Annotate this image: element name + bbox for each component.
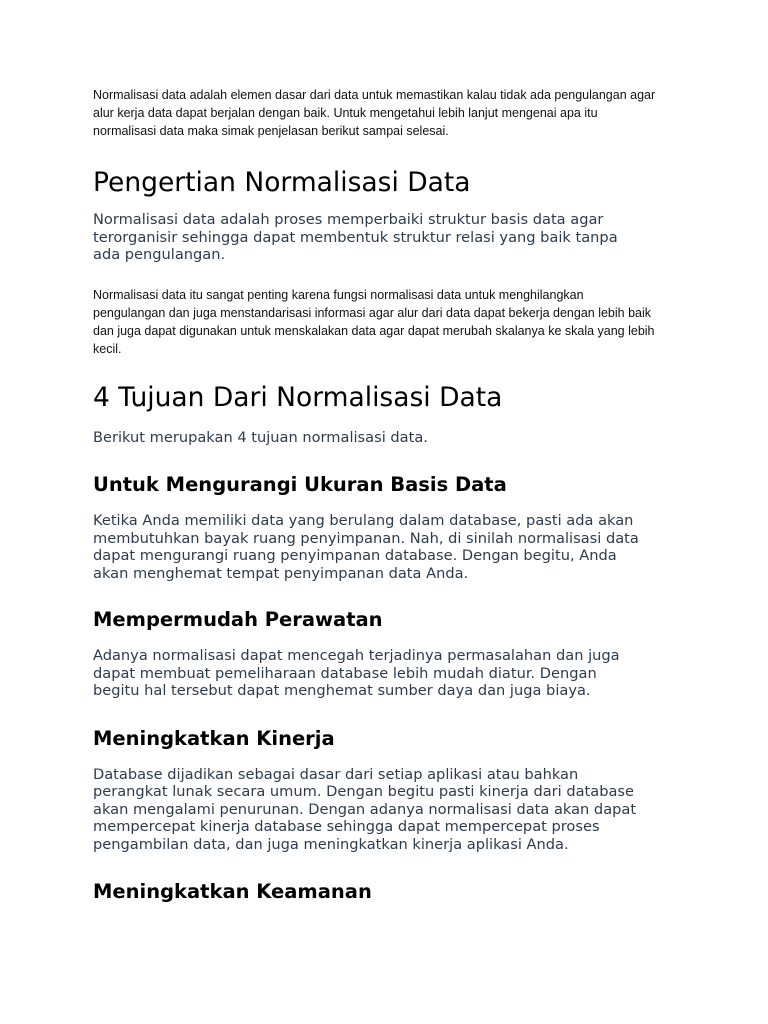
goal-paragraph-kinerja: [93, 766, 678, 854]
goal-paragraph-perawatan: [93, 647, 678, 700]
goal-heading-kinerja: Meningkatkan Kinerja: [93, 726, 335, 750]
goal-heading-keamanan: Meningkatkan Keamanan: [93, 880, 372, 903]
goal-line: mempercepat kinerja database sehingga dapat mempercepat proses: [93, 818, 600, 835]
goal-line: Ketika Anda memiliki data yang berulang dalam database, pasti ada akan: [93, 512, 634, 529]
section-heading-tujuan: 4 Tujuan Dari Normalisasi Data: [93, 381, 503, 413]
intro-paragraph: [93, 86, 678, 140]
detail-line: kecil.: [93, 341, 122, 356]
goal-heading-ukuran: Untuk Mengurangi Ukuran Basis Data: [93, 473, 507, 496]
goal-line: dapat mengurangi ruang penyimpanan database. Dengan begitu, Anda: [93, 547, 617, 564]
goal-line: membutuhkan bayak ruang penyimpanan. Nah, di sinilah normalisasi data: [93, 529, 639, 547]
document-page: [93, 86, 678, 904]
goal-line: Database dijadikan sebagai dasar dari setiap aplikasi atau bahkan: [93, 765, 579, 783]
detail-line: Normalisasi data itu sangat penting karena fungsi normalisasi data untuk menghilangkan: [93, 287, 584, 302]
intro-line: alur kerja data dapat berjalan dengan baik. Untuk mengetahui lebih lanjut mengenai apa itu: [93, 106, 598, 120]
goal-paragraph-ukuran: [93, 512, 678, 582]
goal-line: dapat membuat pemeliharaan database lebih mudah diatur. Dengan: [93, 664, 597, 682]
goals-lead: Berikut merupakan 4 tujuan normalisasi data.: [93, 428, 428, 446]
goal-line: akan menghemat tempat penyimpanan data Anda.: [93, 564, 469, 582]
goal-line: perangkat lunak secara umum. Dengan begitu pasti kinerja dari database: [93, 783, 635, 800]
goal-line: begitu hal tersebut dapat menghemat sumber daya dan juga biaya.: [93, 682, 591, 699]
goal-line: pengambilan data, dan juga meningkatkan kinerja aplikasi Anda.: [93, 835, 569, 853]
definition-line: Normalisasi data adalah proses memperbaiki struktur basis data agar: [93, 211, 604, 228]
definition-paragraph: [93, 211, 678, 264]
intro-line: normalisasi data maka simak penjelasan berikut sampai selesai.: [93, 124, 449, 138]
goal-heading-perawatan: Mempermudah Perawatan: [93, 608, 383, 631]
definition-line: terorganisir sehingga dapat membentuk struktur relasi yang baik tanpa: [93, 228, 618, 246]
detail-line: dan juga dapat digunakan untuk menskalakan data agar dapat merubah skalanya ke skala yang lebih: [93, 323, 655, 338]
detail-paragraph: [93, 286, 678, 358]
detail-line: pengulangan dan juga menstandarisasi informasi agar alur dari data dapat bekerja dengan lebih baik: [93, 305, 652, 320]
goal-line: akan mengalami penurunan. Dengan adanya normalisasi data akan dapat: [93, 800, 637, 818]
section-heading-pengertian: Pengertian Normalisasi Data: [93, 167, 471, 198]
definition-line: ada pengulangan.: [93, 246, 226, 263]
goal-line: Adanya normalisasi dapat mencegah terjadinya permasalahan dan juga: [93, 647, 620, 664]
intro-line: Normalisasi data adalah elemen dasar dari data untuk memastikan kalau tidak ada pengulangan agar: [93, 88, 656, 102]
